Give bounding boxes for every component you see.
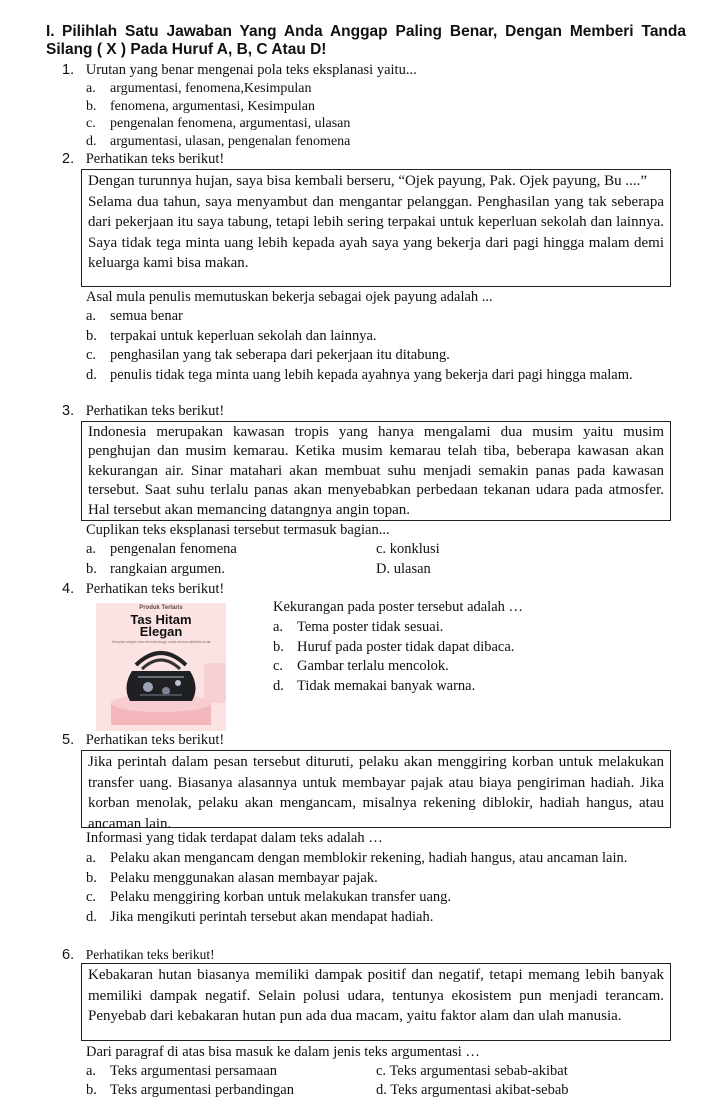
question-3-passage-box [81,421,671,521]
option-d[interactable]: d. argumentasi, ulasan, pengenalan fenomena [86,134,351,150]
option-b[interactable]: b. Huruf pada poster tidak dapat dibaca. [273,638,515,655]
question-3-prompt: Cuplikan teks eksplanasi tersebut termasuk bagian... [86,522,390,538]
question-5-options [86,849,682,927]
option-c[interactable]: c. penghasilan yang tak seberapa dari pekerjaan itu ditabung. [86,347,450,364]
question-6-passage-box [81,963,671,1041]
option-c[interactable]: c. Pelaku menggiring korban untuk melakukan transfer uang. [86,889,452,906]
question-number: 6. [62,947,75,963]
question-5-passage-box [81,750,671,832]
poster-title [96,614,226,638]
question-number: 3. [62,403,75,419]
question-stem: Perhatikan teks berikut! [85,151,225,167]
poster-title-line: Elegan [139,624,183,639]
poster-small-title: Produk Terlaris [139,605,183,611]
option-b[interactable]: b. Teks argumentasi perbandingan [86,1082,294,1098]
question-4-prompt: Kekurangan pada poster tersebut adalah … [273,599,524,615]
option-d[interactable]: d. Teks argumentasi akibat-sebab [376,1082,569,1098]
question-2-passage-box [81,169,671,287]
option-a[interactable]: a. pengenalan fenomena [86,541,237,557]
option-c[interactable]: c. Gambar terlalu mencolok. [273,658,449,674]
option-b[interactable]: b. Pelaku menggunakan alasan membayar pajak. [86,869,378,886]
option-c[interactable]: c. konklusi [376,541,440,557]
passage-paragraph: Kebakaran hutan biasanya memiliki dampak positif dan negatif, tetapi memang lebih banyak memiliki dampak negatif. Selain polusi udara, tentunya ekosistem pun menjadi terancam. Penyebab dari kebakaran hutan pun ada dua macam, yaitu faktor alam dan ulah manusia. [88,967,664,1025]
option-d[interactable]: d. Tidak memakai banyak warna. [273,677,476,694]
option-a[interactable]: a. Tema poster tidak sesuai. [273,619,444,635]
question-stem: Perhatikan teks berikut! [85,732,225,748]
option-b[interactable]: b. terpakai untuk keperluan sekolah dan lainnya. [86,327,377,344]
poster-title-line: Tas Hitam [130,612,192,627]
option-c[interactable]: c. Teks argumentasi sebab-akibat [376,1063,568,1079]
question-2-options [86,307,684,385]
question-3-stem-row [62,402,224,421]
option-b[interactable]: b. rangkaian argumen. [86,561,225,577]
question-stem: Perhatikan teks berikut! [85,947,215,962]
question-number: 1. [62,62,75,78]
poster-tagline: Tampilan elegan dan bermutu tinggi untuk semua aktivitas Anda [111,640,211,644]
passage-paragraph: Indonesia merupakan kawasan tropis yang hanya mengalami dua musim yaitu musim penghujan dan musim kemarau. Ketika musim kemarau telah tiba, beberapa kawasan akan kekurangan air. Sinar matahari akan membuat suhu menjadi semakin panas pada kawasan tersebut. Saat suhu terlalu panas akan menyebabkan perbedaan tekanan udara pada atmosfer. Hal tersebut akan memancing datangnya angin topan. [88,424,664,518]
question-2-stem-row [62,150,224,169]
section-roman-numeral: I. [46,23,55,40]
passage-paragraph: Selama dua tahun, saya menyambut dan mengantar pelanggan. Penghasilan yang tak seberapa dari pekerjaan itu saya tabung, tetapi lebih sering terpakai untuk keperluan sekolah dan lainnya. Saya tidak tega minta uang lebih kepada ayah saya yang bekerja dari pagi hingga malam demi keluarga kami bisa makan. [88,193,664,272]
question-stem: Perhatikan teks berikut! [85,581,225,597]
option-d[interactable]: d. Jika mengikuti perintah tersebut akan mendapat hadiah. [86,908,434,925]
option-c[interactable]: c. pengenalan fenomena, argumentasi, ulasan [86,116,351,132]
question-5-stem-row [62,731,224,750]
product-poster [96,603,226,731]
passage-paragraph: Dengan turunnya hujan, saya bisa kembali berseru, “Ojek payung, Pak. Ojek payung, Bu ....” [88,173,648,189]
question-4-stem-row [62,580,224,599]
question-2-prompt: Asal mula penulis memutuskan bekerja sebagai ojek payung adalah ... [86,289,493,305]
option-b[interactable]: b. fenomena, argumentasi, Kesimpulan [86,98,316,114]
option-a[interactable]: a. semua benar [86,308,183,324]
question-number: 5. [62,732,75,748]
question-stem: Urutan yang benar mengenai pola teks eksplanasi yaitu... [85,62,417,78]
option-a[interactable]: a. Pelaku akan mengancam dengan memblokir rekening, hadiah hangus, atau ancaman lain. [86,850,628,866]
section-instruction: Pilihlah Satu Jawaban Yang Anda Anggap Paling Benar, Dengan Memberi Tanda Silang ( X ) Pada Huruf A, B, C Atau D! [46,23,686,58]
option-a[interactable]: a. argumentasi, fenomena,Kesimpulan [86,81,312,96]
option-d[interactable]: D. ulasan [376,561,431,577]
question-stem: Perhatikan teks berikut! [85,403,225,419]
question-5-prompt: Informasi yang tidak terdapat dalam teks adalah … [86,830,383,846]
question-6-prompt: Dari paragraf di atas bisa masuk ke dalam jenis teks argumentasi … [86,1044,480,1060]
section-heading [46,23,686,59]
question-number: 2. [62,151,75,167]
question-number: 4. [62,581,75,597]
question-6-stem-row [62,945,215,965]
question-1-options [86,80,350,151]
question-1-stem-row [62,61,417,80]
option-a[interactable]: a. Teks argumentasi persamaan [86,1063,278,1079]
option-d[interactable]: d. penulis tidak tega minta uang lebih kepada ayahnya yang bekerja dari pagi hingga malam. [86,366,633,383]
question-4-options [273,618,514,696]
passage-paragraph: Jika perintah dalam pesan tersebut dituruti, pelaku akan menggiring korban untuk melakukan transfer uang. Biasanya alasannya untuk membayar pajak atau biaya pengiriman hadiah. Jika korban menolak, pelaku akan mengancam, misalnya rekening diblokir, hadiah hangus, atau ancaman lain. [88,754,664,832]
